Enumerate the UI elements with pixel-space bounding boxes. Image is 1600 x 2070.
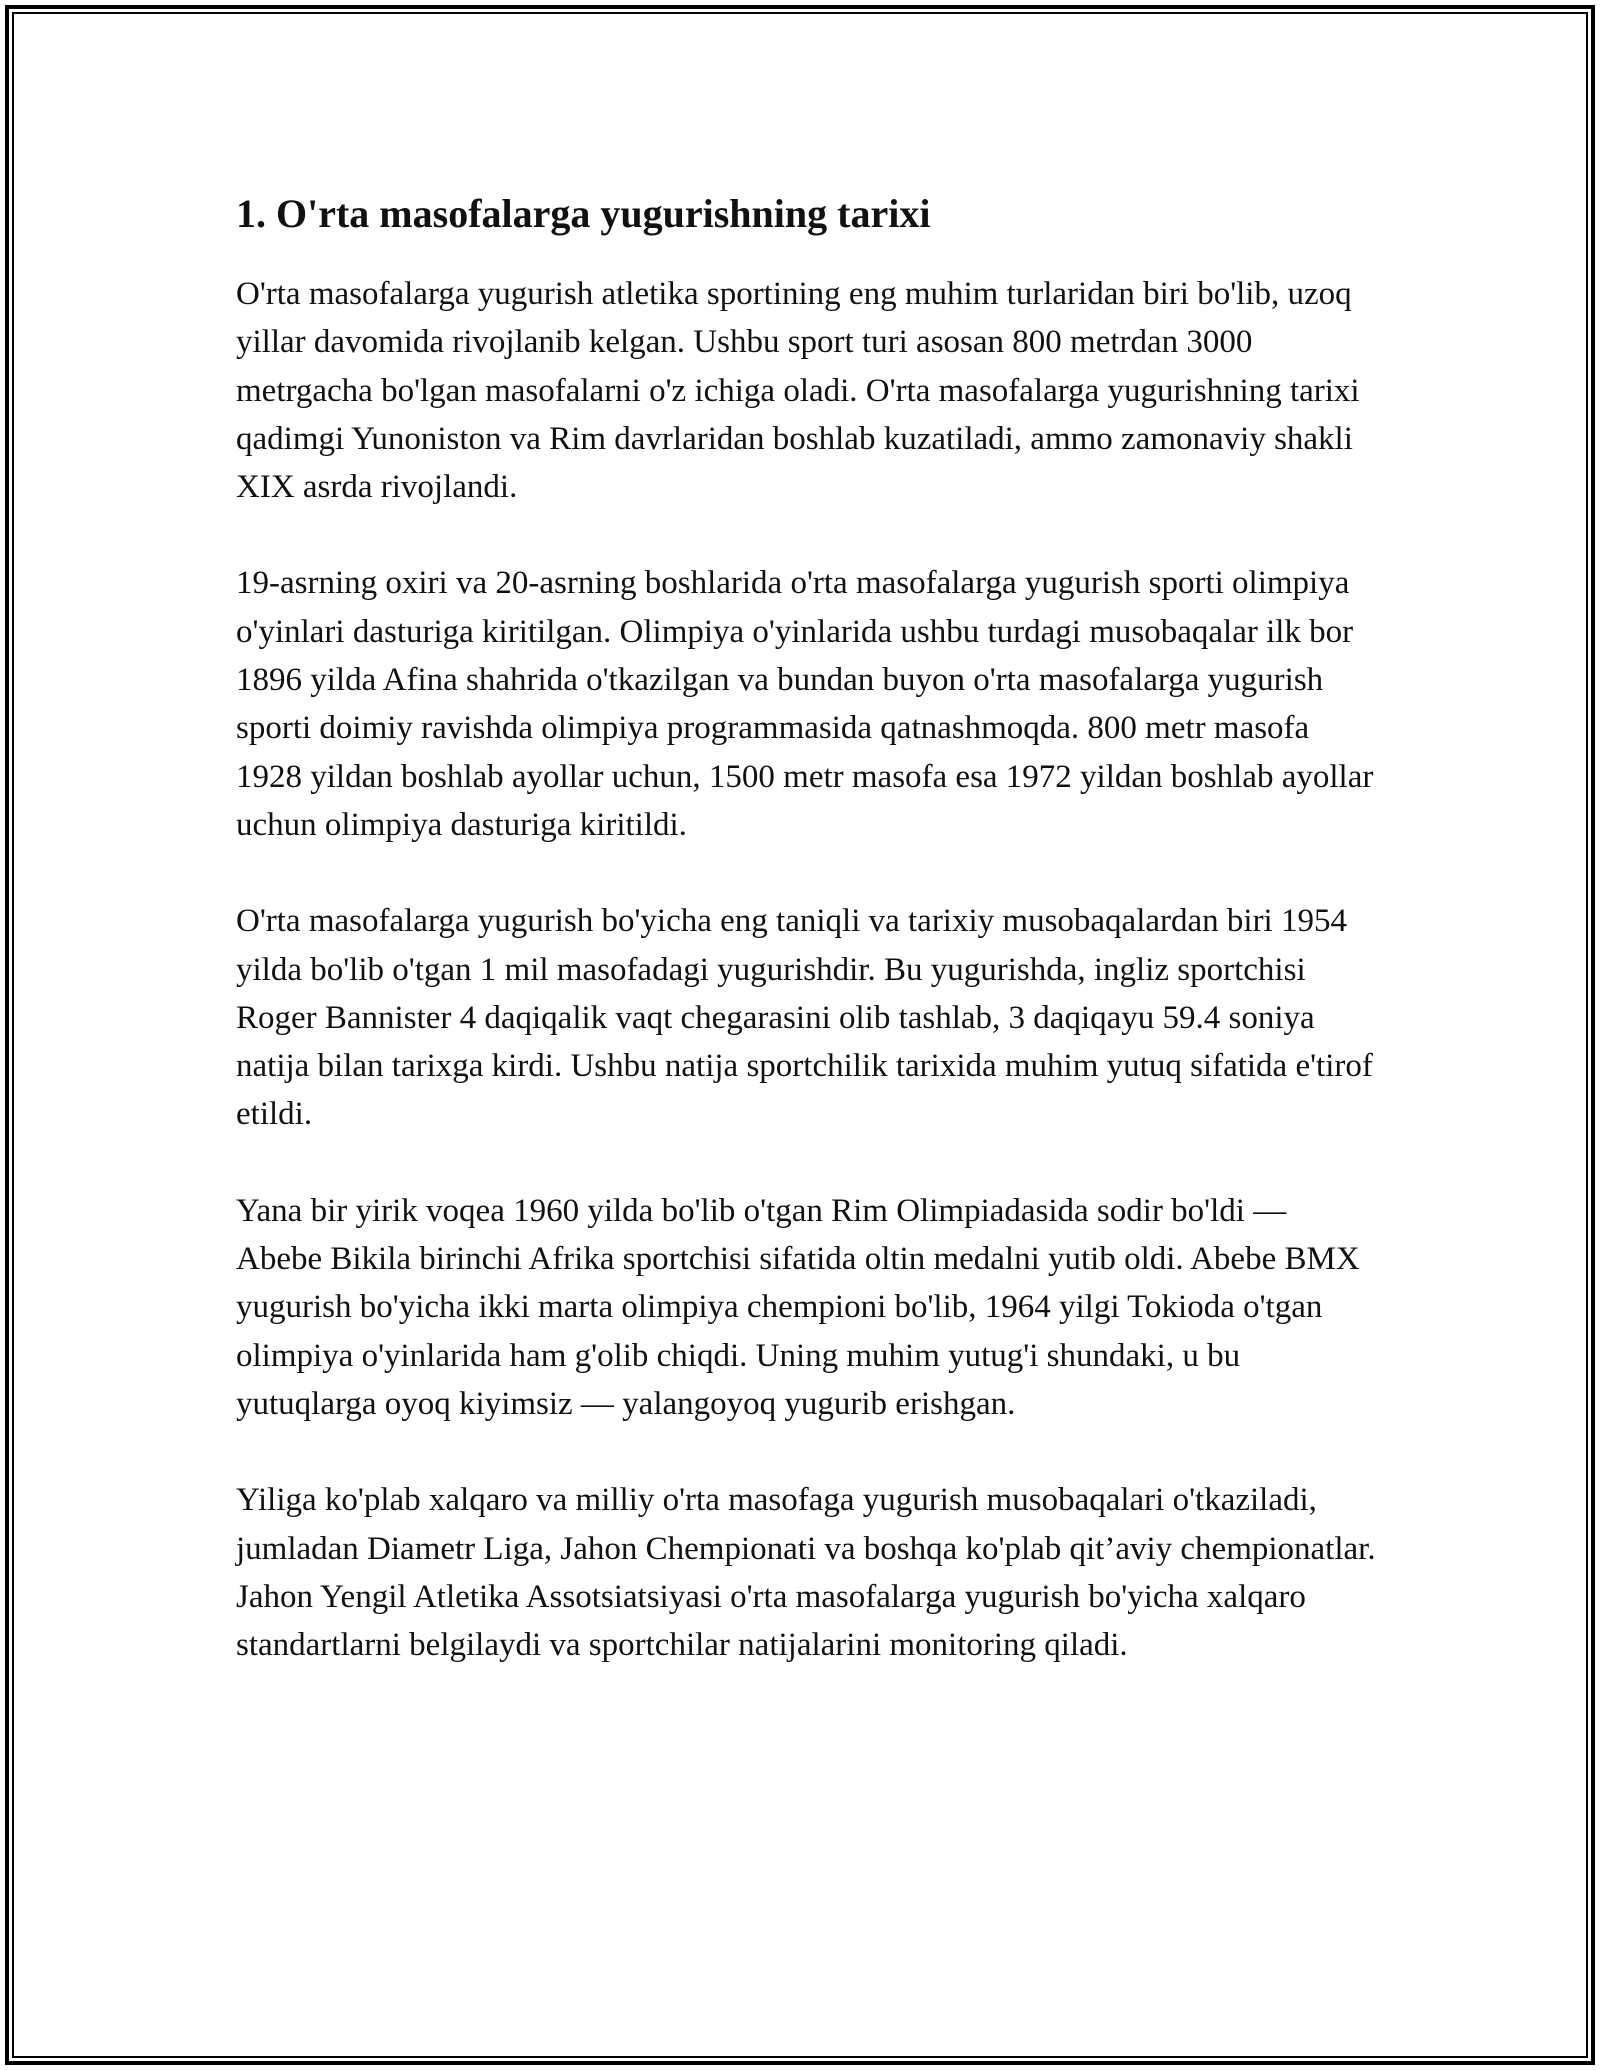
- section-title: 1. O'rta masofalarga yugurishning tarixi: [236, 191, 931, 236]
- paragraph-1: O'rta masofalarga yugurish atletika sportining eng muhim turlaridan biri bo'lib, uzoq yillar davomida rivojlanib kelgan. Ushbu sport turi asosan 800 metrdan 3000 metrgacha bo'lgan masofalarni o'z ichiga oladi. O'rta masofalarga yugurishning tarixi qadimgi Yunoniston va Rim davrlaridan boshlab kuzatiladi, ammo zamonaviy shakli XIX asrda rivojlandi.: [236, 276, 1360, 506]
- document-body: [236, 188, 1376, 1717]
- paragraph-5: Yiliga ko'plab xalqaro va milliy o'rta masofaga yugurish musobaqalari o'tkaziladi, jumladan Diametr Liga, Jahon Chempionati va boshqa ko'plab qit’aviy chempionatlar. Jahon Yengil Atletika Assotsiatsiyasi o'rta masofalarga yugurish bo'yicha xalqaro standartlarni belgilaydi va sportchilar natijalarini monitoring qiladi.: [236, 1482, 1376, 1664]
- paragraph-2: 19-asrning oxiri va 20-asrning boshlarida o'rta masofalarga yugurish sporti olimpiya o'yinlari dasturiga kiritilgan. Olimpiya o'yinlarida ushbu turdagi musobaqalar ilk bor 1896 yilda Afina shahrida o'tkazilgan va bundan buyon o'rta masofalarga yugurish sporti doimiy ravishda olimpiya programmasida qatnashmoqda. 800 metr masofa 1928 yildan boshlab ayollar uchun, 1500 metr masofa esa 1972 yildan boshlab ayollar uchun olimpiya dasturiga kiritildi.: [236, 565, 1374, 843]
- paragraph-3: O'rta masofalarga yugurish bo'yicha eng taniqli va tarixiy musobaqalardan biri 1954 yilda bo'lib o'tgan 1 mil masofadagi yugurishdir. Bu yugurishda, ingliz sportchisi Roger Bannister 4 daqiqalik vaqt chegarasini olib tashlab, 3 daqiqayu 59.4 soniya natija bilan tarixga kirdi. Ushbu natija sportchilik tarixida muhim yutuq sifatida e'tirof etildi.: [236, 903, 1373, 1133]
- paragraph-4: Yana bir yirik voqea 1960 yilda bo'lib o'tgan Rim Olimpiadasida sodir bo'ldi — Abebe Bikila birinchi Afrika sportchisi sifatida oltin medalni yutib oldi. Abebe BMX yugurish bo'yicha ikki marta olimpiya chempioni bo'lib, 1964 yilgi Tokioda o'tgan olimpiya o'yinlarida ham g'olib chiqdi. Uning muhim yutug'i shundaki, u bu yutuqlarga oyoq kiyimsiz — yalangoyoq yugurib erishgan.: [236, 1192, 1360, 1422]
